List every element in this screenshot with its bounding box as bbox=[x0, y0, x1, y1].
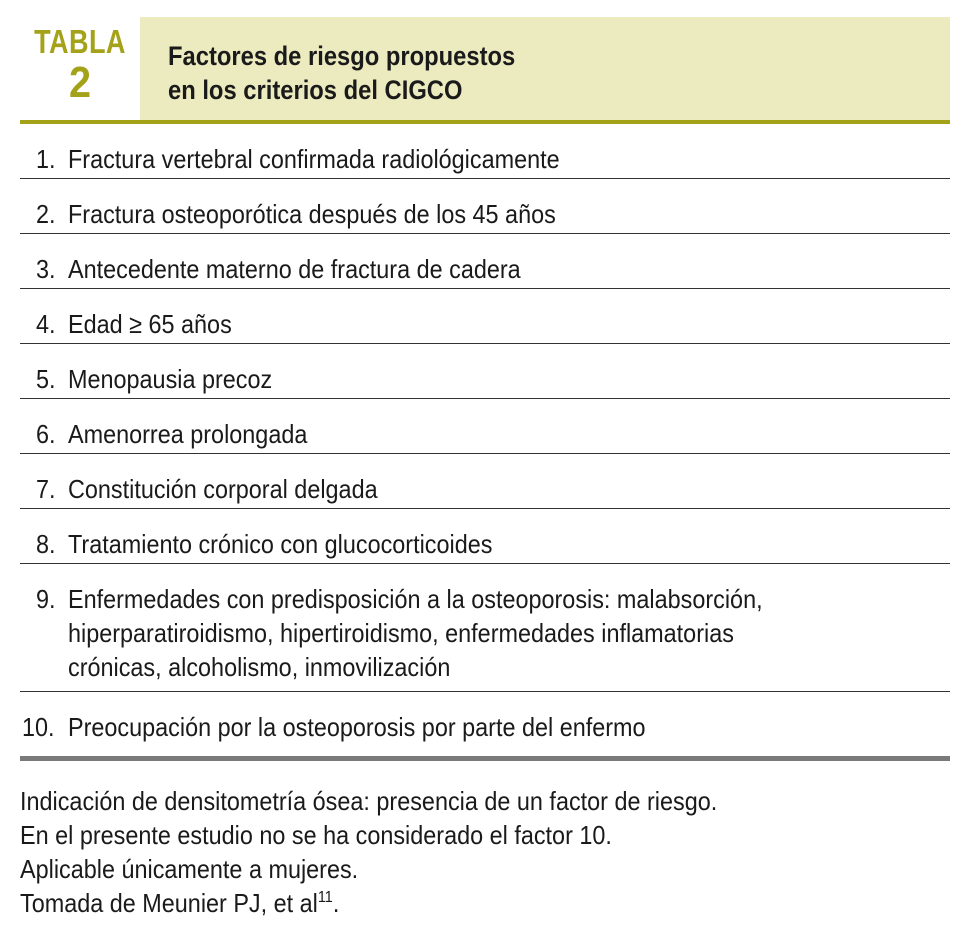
table-title-line-2: en los criterios del CIGCO bbox=[168, 75, 463, 105]
list-item bbox=[20, 564, 950, 692]
item-text: Enfermedades con predisposición a la osteoporosis: malabsorción, hiperparatiroidismo, hipertiroidismo, enfermedades inflamatorias crónicas, alcoholismo, inmovilización bbox=[68, 584, 763, 682]
item-text: Constitución corporal delgada bbox=[68, 474, 378, 504]
risk-factor-list bbox=[20, 124, 950, 746]
item-text: Antecedente materno de fractura de cadera bbox=[68, 254, 521, 284]
footnote-4 bbox=[20, 886, 857, 920]
reference-superscript: 11 bbox=[317, 889, 333, 906]
footnote-3: Aplicable únicamente a mujeres. bbox=[20, 854, 359, 884]
item-text: Fractura vertebral confirmada radiológicamente bbox=[68, 144, 560, 174]
list-item bbox=[20, 124, 950, 179]
list-item bbox=[20, 234, 950, 289]
item-text: Fractura osteoporótica después de los 45 años bbox=[68, 199, 556, 229]
table-header bbox=[20, 17, 950, 120]
table-footnotes bbox=[20, 784, 950, 920]
list-item bbox=[20, 344, 950, 399]
footnote-4-text: Tomada de Meunier PJ, et al bbox=[20, 888, 318, 918]
item-number: 2. bbox=[36, 199, 56, 229]
table-label-number: 2 bbox=[68, 58, 92, 107]
list-item bbox=[20, 692, 950, 746]
item-text: Preocupación por la osteoporosis por parte del enfermo bbox=[68, 712, 646, 742]
table-title-line-1: Factores de riesgo propuestos bbox=[168, 41, 516, 71]
item-text: Tratamiento crónico con glucocorticoides bbox=[68, 529, 493, 559]
item-number: 6. bbox=[36, 419, 56, 449]
item-number: 4. bbox=[36, 309, 56, 339]
item-number: 1. bbox=[36, 144, 56, 174]
list-item bbox=[20, 289, 950, 344]
item-number: 10. bbox=[22, 712, 55, 742]
list-item bbox=[20, 179, 950, 234]
item-number: 7. bbox=[36, 474, 56, 504]
item-text: Amenorrea prolongada bbox=[68, 419, 308, 449]
footnote-2: En el presente estudio no se ha considerado el factor 10. bbox=[20, 820, 612, 850]
item-number: 9. bbox=[36, 584, 56, 614]
table-label bbox=[20, 17, 140, 120]
list-item bbox=[20, 454, 950, 509]
table-bottom-divider bbox=[20, 756, 950, 761]
list-item bbox=[20, 509, 950, 564]
item-number: 8. bbox=[36, 529, 56, 559]
item-text: Edad ≥ 65 años bbox=[68, 309, 232, 339]
table-label-word: TABLA bbox=[34, 23, 126, 60]
list-item bbox=[20, 399, 950, 454]
item-number: 5. bbox=[36, 364, 56, 394]
item-number: 3. bbox=[36, 254, 56, 284]
item-text: Menopausia precoz bbox=[68, 364, 273, 394]
footnote-1: Indicación de densitometría ósea: presencia de un factor de riesgo. bbox=[20, 786, 718, 816]
table-title bbox=[140, 17, 950, 120]
footnote-4-end: . bbox=[332, 888, 340, 918]
